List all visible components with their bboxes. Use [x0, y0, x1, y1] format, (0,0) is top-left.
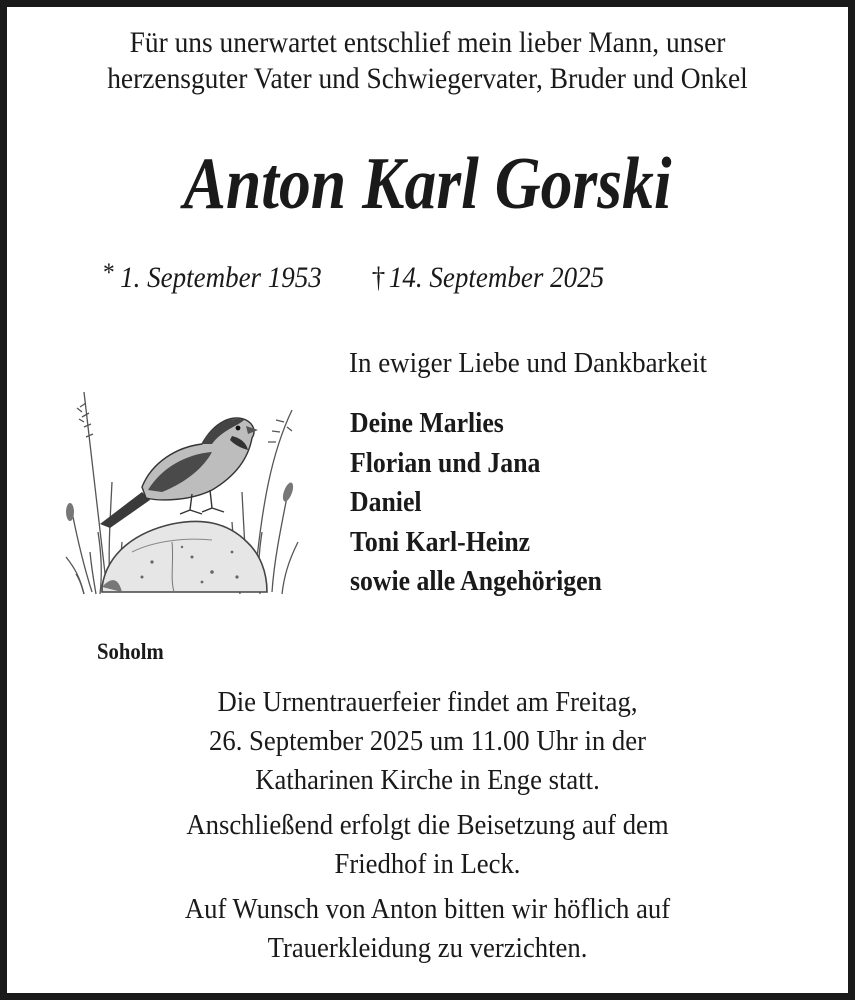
- deceased-name: Anton Karl Gorski: [183, 143, 672, 225]
- mourners-list: [350, 404, 602, 602]
- mourner: sowie alle Angehörigen: [350, 566, 602, 597]
- obituary-card: [7, 7, 848, 993]
- ceremony-info: [41, 683, 815, 800]
- mourner: Daniel: [350, 487, 422, 518]
- funeral-details: [7, 683, 848, 974]
- mourner: Florian und Jana: [350, 447, 541, 479]
- place-name: Soholm: [97, 639, 164, 664]
- request-line: Auf Wunsch von Anton bitten wir höflich auf: [184, 893, 671, 925]
- dedication: In ewiger Liebe und Dankbarkeit: [349, 347, 707, 379]
- intro-text: [36, 25, 818, 97]
- intro-line: herzensguter Vater und Schwiegervater, Bruder und Onkel: [107, 63, 748, 95]
- life-dates: [103, 253, 604, 298]
- birth-date: 1. September 1953: [120, 261, 322, 294]
- intro-line: Für uns unerwartet entschlief mein lieber Mann, unser: [129, 27, 726, 59]
- ceremony-line: Katharinen Kirche in Enge statt.: [255, 764, 600, 796]
- burial-line: Friedhof in Leck.: [334, 848, 521, 880]
- request-line: Trauerkleidung zu verzichten.: [267, 932, 588, 964]
- dress-request: [41, 890, 815, 968]
- mourner: Toni Karl-Heinz: [350, 526, 531, 558]
- mourner: Deine Marlies: [350, 408, 504, 439]
- cross-icon: †: [371, 261, 386, 294]
- death-date: 14. September 2025: [388, 261, 605, 294]
- burial-info: [41, 806, 815, 884]
- birth-star-icon: *: [103, 258, 115, 287]
- sparrow-on-rock-icon: [62, 382, 302, 602]
- burial-line: Anschließend erfolgt die Beisetzung auf dem: [186, 809, 669, 841]
- ceremony-line: Die Urnentrauerfeier findet am Freitag,: [217, 686, 638, 718]
- ceremony-line: 26. September 2025 um 11.00 Uhr in der: [209, 725, 646, 757]
